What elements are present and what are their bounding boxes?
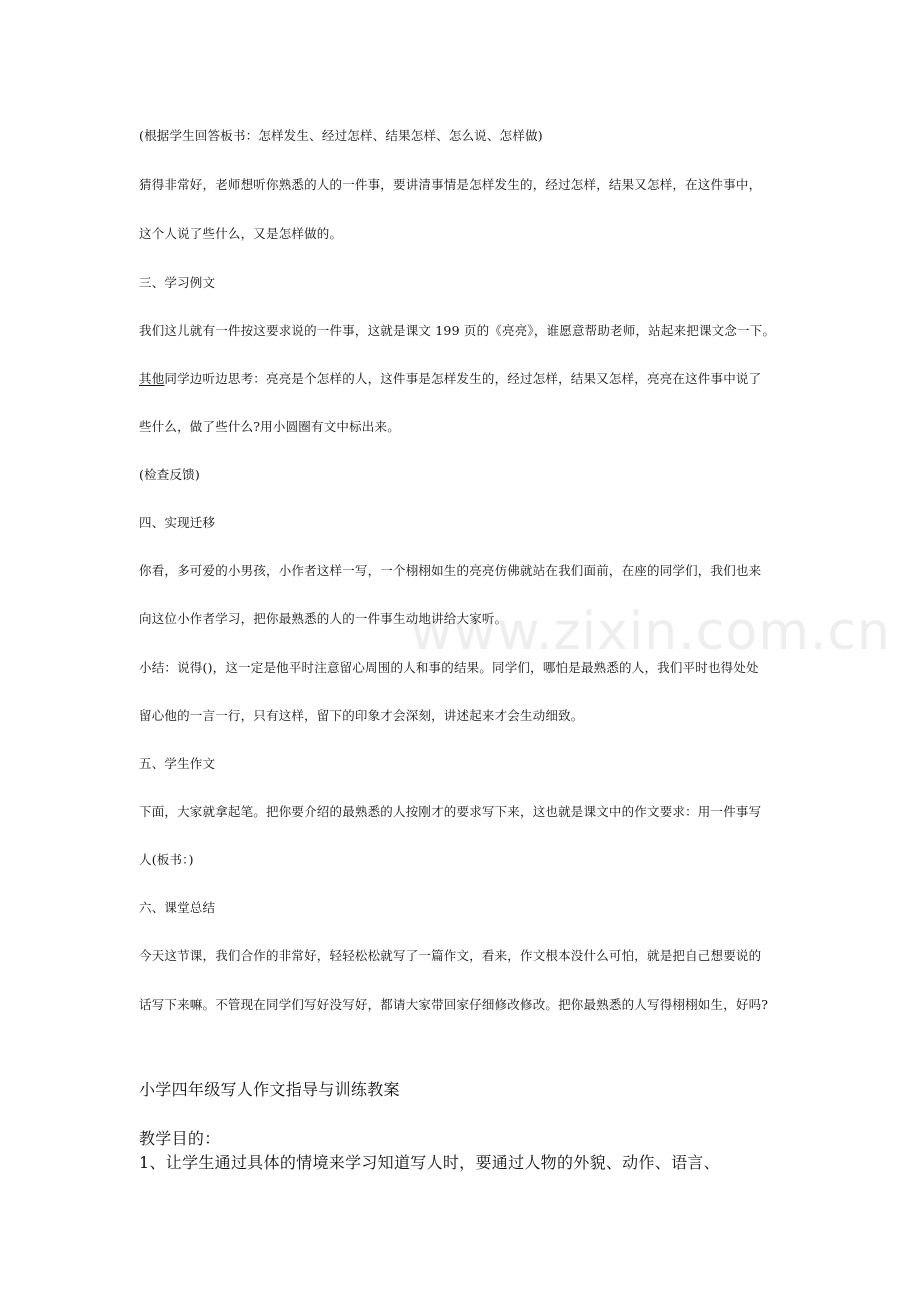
watermark: www.zixin.com.cn [410, 602, 891, 662]
section-heading-6: 六、课堂总结 [139, 900, 216, 915]
paragraph-line [139, 371, 761, 387]
summary-line: 小结：说得()，这一定是他平时注意留心周围的人和事的结果。同学们，哪怕是最熟悉的人，我们平时也得处处 [139, 660, 759, 675]
section-heading-3: 三、学习例文 [139, 275, 216, 290]
underlined-link-text[interactable]: 其他 [139, 371, 165, 386]
paragraph-line: 我们这儿就有一件按这要求说的一件事，这就是课文 199 页的《亮亮》，谁愿意帮助老师，站起来把课文念一下。 [139, 323, 776, 338]
paragraph-line: 向这位小作者学习，把你最熟悉的人的一件事生动地讲给大家听。 [139, 611, 508, 626]
paragraph-line: 这个人说了些什么，又是怎样做的。 [139, 226, 343, 241]
blackboard-note: (根据学生回答板书：怎样发生、经过怎样、结果怎样、怎么说、怎样做) [139, 128, 543, 143]
feedback-note: (检查反馈) [139, 467, 200, 482]
paragraph-text: 同学边听边思考：亮亮是个怎样的人，这件事是怎样发生的，经过怎样，结果又怎样，亮亮在这件事中说了 [164, 371, 762, 386]
section-heading-5: 五、学生作文 [139, 756, 216, 771]
lesson-plan-title: 小学四年级写人作文指导与训练教案 [139, 1080, 400, 1099]
paragraph-line: 留心他的一言一行，只有这样，留下的印象才会深刻，讲述起来才会生动细致。 [139, 708, 584, 723]
paragraph-line: 人(板书：) [139, 852, 194, 867]
section-heading-4: 四、实现迁移 [139, 515, 216, 530]
paragraph-line: 猜得非常好，老师想听你熟悉的人的一件事，要讲清事情是怎样发生的，经过怎样，结果又怎样，在这件事中， [139, 177, 762, 192]
paragraph-line: 下面，大家就拿起笔。把你要介绍的最熟悉的人按刚才的要求写下来，这也就是课文中的作文要求：用一件事写 [139, 804, 762, 819]
paragraph-line: 些什么，做了些什么?用小圆圈有文中标出来。 [139, 419, 400, 434]
paragraph-line: 你看，多可爱的小男孩，小作者这样一写，一个栩栩如生的亮亮仿佛就站在我们面前，在座的同学们，我们也来 [139, 563, 762, 578]
paragraph-line: 今天这节课，我们合作的非常好，轻轻松松就写了一篇作文，看来，作文根本没什么可怕，就是把自己想要说的 [139, 948, 762, 963]
teaching-goal-label: 教学目的： [139, 1129, 221, 1148]
teaching-goal-item: 1、让学生通过具体的情境来学习知道写人时，要通过人物的外貌、动作、语言、 [139, 1153, 720, 1172]
paragraph-line: 话写下来嘛。不管现在同学们写好没写好，都请大家带回家仔细修改修改。把你最熟悉的人写得栩栩如生，好吗? [139, 997, 769, 1012]
